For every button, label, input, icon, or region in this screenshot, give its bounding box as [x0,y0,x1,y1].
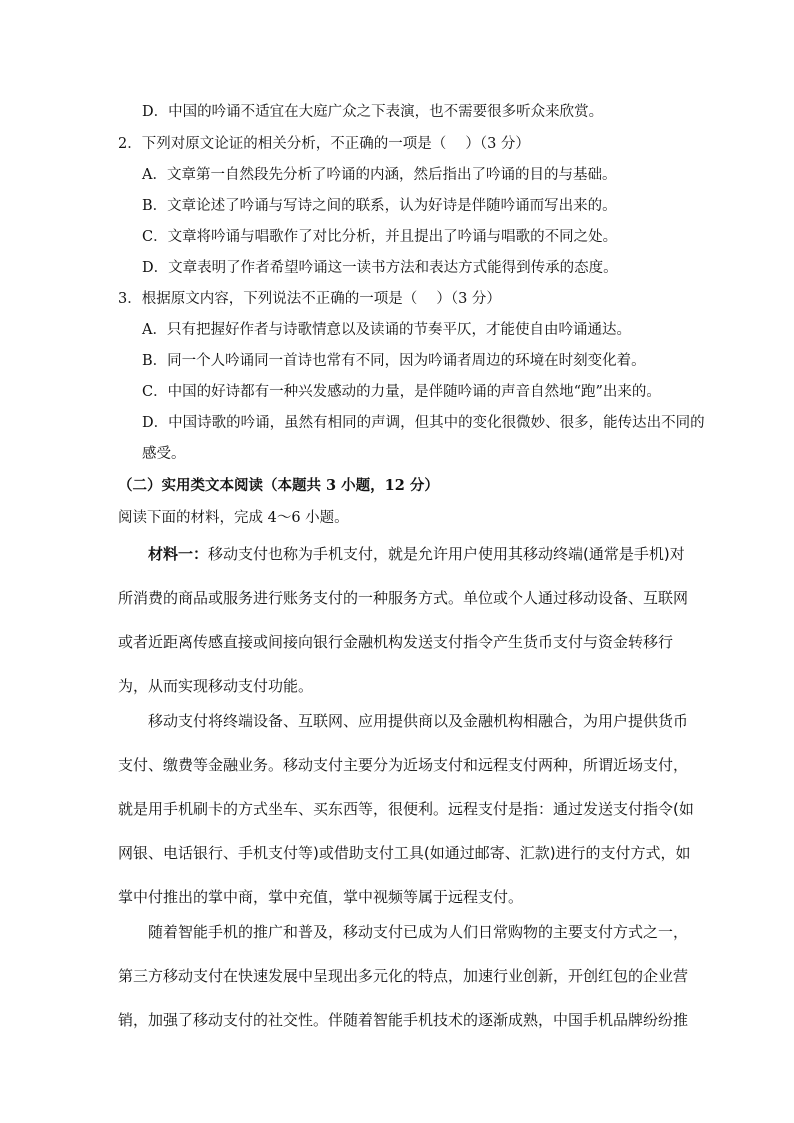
paragraph-line: 掌中付推出的掌中商，掌中充值，掌中视频等属于远程支付。 [118,888,524,906]
q2-option-d: D．文章表明了作者希望吟诵这一读书方法和表达方式能得到传承的态度。 [142,260,618,276]
paragraph-line: 网银、电话银行、手机支付等)或借助支付工具(如通过邮寄、汇款)进行的支付方式，如 [118,844,691,862]
paragraph-line: 或者近距离传感直接或间接向银行金融机构发送支付指令产生货币支付与资金转移行 [118,633,674,651]
q2-option-b: B．文章论述了吟诵与写诗之间的联系，认为好诗是伴随吟诵而写出来的。 [142,198,617,214]
paragraph-line: 所消费的商品或服务进行账务支付的一种服务方式。单位或个人通过移动设备、互联网 [118,589,689,607]
q1-option-d: D．中国的吟诵不适宜在大庭广众之下表演，也不需要很多听众来欣赏。 [142,104,604,120]
q3-option-d-continued: 感受。 [142,446,186,462]
paragraph-line: 支付、缴费等金融业务。移动支付主要分为近场支付和远程支付两种，所谓近场支付， [118,756,689,774]
paragraph-line: 为，从而实现移动支付功能。 [118,677,314,695]
material-label: 材料一： [148,545,209,563]
q2-stem: 2．下列对原文论证的相关分析，不正确的一项是（ ）（3 分） [118,136,530,152]
q3-option-b: B．同一个人吟诵同一首诗也常有不同，因为吟诵者周边的环境在时刻变化着。 [142,353,646,369]
q2-option-a: A．文章第一自然段先分析了吟诵的内涵，然后指出了吟诵的目的与基础。 [142,167,617,183]
paragraph-line: 就是用手机刷卡的方式坐车、买东西等，很便利。远程支付是指：通过发送支付指令(如 [118,800,694,818]
paragraph-line: 销，加强了移动支付的社交性。伴随着智能手机技术的逐渐成熟，中国手机品牌纷纷推 [118,1011,689,1029]
q3-option-c: C．中国的好诗都有一种兴发感动的力量，是伴随吟诵的声音自然地“跑”出来的。 [142,384,661,400]
section-instruction: 阅读下面的材料，完成 4～6 小题。 [118,510,349,526]
section-heading: （二）实用类文本阅读（本题共 3 小题，12 分） [118,477,439,494]
paragraph-line: 第三方移动支付在快速发展中呈现出多元化的特点，加速行业创新，开创红包的企业营 [118,967,689,985]
q2-option-c: C．文章将吟诵与唱歌作了对比分析，并且提出了吟诵与唱歌的不同之处。 [142,229,618,245]
q3-option-a: A．只有把握好作者与诗歌情意以及读诵的节奏平仄，才能使自由吟诵通达。 [142,322,631,338]
paragraph-line: 随着智能手机的推广和普及，移动支付已成为人们日常购物的主要支付方式之一， [148,923,689,941]
q3-option-d: D．中国诗歌的吟诵，虽然有相同的声调，但其中的变化很微妙、很多，能传达出不同的 [142,415,705,431]
paragraph-line: 材料一：移动支付也称为手机支付，就是允许用户使用其移动终端(通常是手机)对 [148,545,685,563]
paragraph-line: 移动支付将终端设备、互联网、应用提供商以及金融机构相融合，为用户提供货币 [148,712,689,730]
q3-stem: 3．根据原文内容，下列说法不正确的一项是（ ）（3 分） [118,291,501,307]
